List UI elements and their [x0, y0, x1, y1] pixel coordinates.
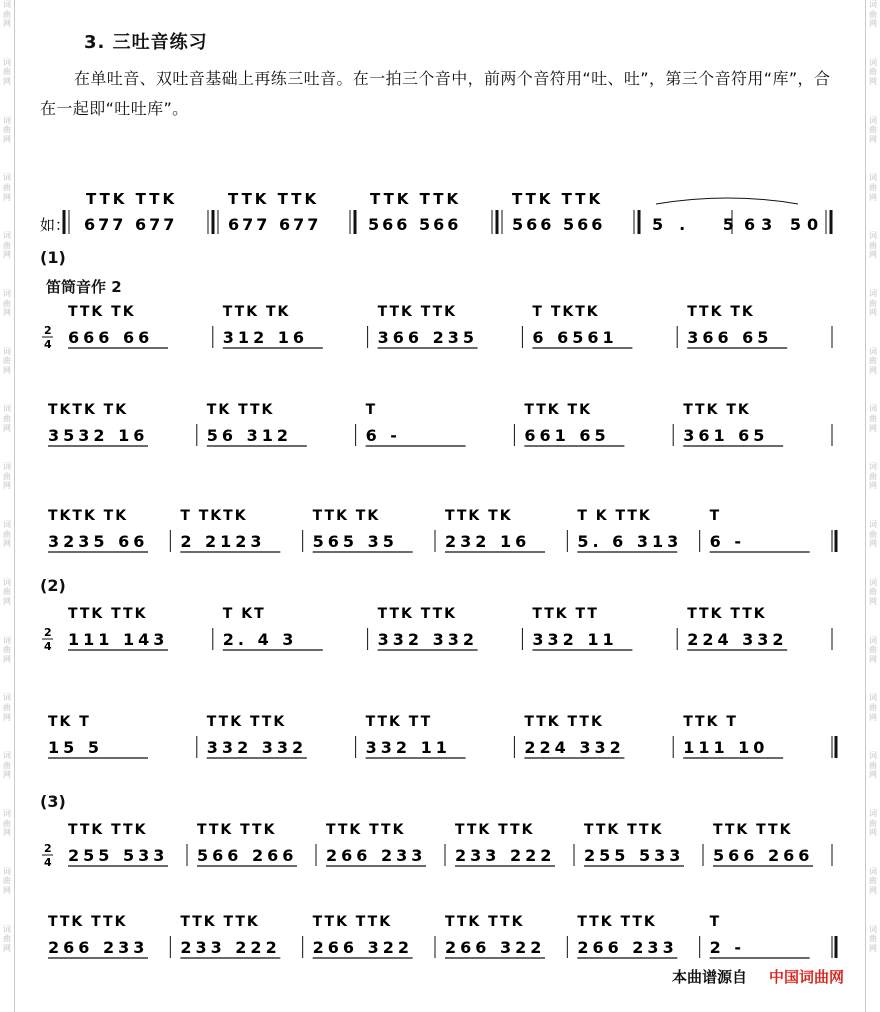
- measure-notes: 566 266: [197, 846, 298, 865]
- tonguing-syllables: TTK TTK: [180, 914, 260, 930]
- measure-notes: 666 66: [68, 328, 154, 347]
- tonguing-syllables: T: [709, 914, 722, 930]
- tonguing-syllables: TTK TTK: [584, 822, 664, 838]
- watermark-glyph: 词: [3, 0, 11, 9]
- credit-prefix: 本曲谱源自: [671, 968, 747, 986]
- watermark-glyph: 曲: [3, 182, 11, 192]
- tonguing-syllables: TK TTK: [206, 402, 275, 418]
- watermark-glyph: 曲: [869, 125, 877, 135]
- tonguing-syllables: TTK TTK: [197, 822, 277, 838]
- watermark-glyph: 网: [3, 192, 11, 202]
- measure-notes: 15 5: [48, 738, 103, 757]
- watermark-glyph: 词: [869, 635, 877, 645]
- watermark-glyph: 网: [3, 134, 11, 144]
- time-signature-denominator: 4: [44, 856, 52, 869]
- tonguing-syllables: TTK TK: [312, 508, 381, 524]
- watermark-glyph: 词: [3, 173, 11, 183]
- measure-notes: 266 233: [577, 938, 678, 957]
- measure-notes: 312 16: [222, 328, 309, 347]
- tonguing-syllables: T TKTK: [180, 508, 248, 524]
- measure-notes: 2 -: [709, 938, 746, 957]
- example-repeat-3: [492, 210, 502, 234]
- watermark-glyph: 词: [869, 751, 877, 761]
- example-tonguing-2: TTK TTK: [228, 190, 320, 208]
- tonguing-syllables: T KT: [222, 606, 266, 622]
- watermark-glyph: 网: [3, 943, 11, 953]
- watermark-glyph: 曲: [869, 645, 877, 655]
- tonguing-syllables: TTK TT: [365, 714, 433, 730]
- watermark-glyph: 网: [869, 481, 877, 491]
- watermark-glyph: 词: [3, 924, 11, 934]
- example-final-barline: [826, 210, 831, 234]
- tonguing-syllables: TTK TK: [445, 508, 513, 524]
- example-notes-4: 566 566: [512, 215, 606, 234]
- measure-notes: 56 312: [206, 426, 293, 445]
- exercise-2-label: (2): [40, 576, 66, 595]
- example-prefix: 如：: [40, 216, 71, 234]
- watermark-glyph: 网: [869, 365, 877, 375]
- watermark-glyph: 网: [869, 885, 877, 895]
- tonguing-syllables: TTK TTK: [687, 606, 767, 622]
- watermark-glyph: 曲: [3, 818, 11, 828]
- watermark-glyph: 网: [869, 770, 877, 780]
- watermark-glyph: 曲: [869, 529, 877, 539]
- tonguing-syllables: TTK TK: [687, 304, 755, 320]
- watermark-glyph: 曲: [869, 818, 877, 828]
- exercise-3-line-1: [0, 814, 880, 880]
- time-signature-denominator: 4: [44, 640, 52, 653]
- watermark-glyph: 网: [3, 19, 11, 29]
- example-repeat-4: [634, 210, 639, 234]
- exercise-1-line-2: [0, 394, 880, 460]
- measure-notes: 366 65: [687, 328, 773, 347]
- measure-notes: 565 35: [312, 532, 398, 551]
- watermark-glyph: 词: [3, 115, 11, 125]
- watermark-glyph: 曲: [3, 934, 11, 944]
- watermark-glyph: 词: [3, 577, 11, 587]
- tonguing-syllables: TKTK TK: [48, 508, 129, 524]
- watermark-glyph: 网: [869, 597, 877, 606]
- time-signature-numerator: 2: [44, 626, 52, 639]
- tonguing-syllables: TK T: [48, 714, 91, 730]
- watermark-glyph: 曲: [869, 9, 877, 19]
- time-signature: [42, 626, 53, 653]
- measure-notes: 255 533: [584, 846, 685, 865]
- watermark-glyph: 曲: [3, 587, 11, 597]
- measure-notes: 332 11: [532, 630, 618, 649]
- watermark-glyph: 曲: [3, 414, 11, 424]
- section-heading: 3. 三吐音练习: [84, 32, 208, 53]
- watermark-glyph: 网: [869, 134, 877, 144]
- tonguing-syllables: TTK TK: [68, 304, 136, 320]
- measure-notes: 266 322: [312, 938, 414, 957]
- watermark-glyph: 词: [3, 57, 11, 67]
- watermark-glyph: 词: [869, 577, 877, 587]
- watermark-glyph: 曲: [3, 702, 11, 712]
- measure-notes: 255 533: [68, 846, 169, 865]
- example-repeat-2: [350, 210, 355, 234]
- measure-notes: 2. 4 3: [222, 630, 298, 649]
- exercise-2-line-2: [0, 706, 880, 772]
- tonguing-syllables: TKTK TK: [48, 402, 129, 418]
- exercise-1-line-1: [0, 296, 880, 362]
- measure-notes: 6 -: [709, 532, 746, 551]
- measure-notes: 224 332: [524, 738, 625, 757]
- watermark-glyph: 词: [3, 404, 11, 414]
- watermark-glyph: 词: [869, 866, 877, 876]
- watermark-glyph: 网: [869, 943, 877, 953]
- watermark-glyph: 词: [3, 751, 11, 761]
- tonguing-syllables: T K TTK: [577, 508, 652, 524]
- tonguing-syllables: TTK TTK: [312, 914, 393, 930]
- watermark-glyph: 网: [3, 885, 11, 895]
- watermark-glyph: 词: [869, 404, 877, 414]
- watermark-glyph: 网: [3, 712, 11, 722]
- watermark-glyph: 曲: [869, 702, 877, 712]
- watermark-glyph: 网: [3, 250, 11, 260]
- watermark-glyph: 词: [3, 808, 11, 818]
- measure-notes: 6 6561: [532, 328, 618, 347]
- watermark-glyph: 网: [3, 539, 11, 549]
- section-intro: 在单吐音、双吐音基础上再练三吐音。在一拍三个音中，前两个音符用“吐、吐”，第三个音符用“库”，合在一起即“吐吐库”。: [40, 69, 831, 118]
- tonguing-syllables: TTK TK: [683, 402, 751, 418]
- example-tonguing-1: TTK TTK: [86, 190, 178, 208]
- measure-notes: 233 222: [455, 846, 556, 865]
- watermark-glyph: 网: [3, 76, 11, 86]
- watermark-glyph: 曲: [3, 471, 11, 481]
- tonguing-syllables: TTK TK: [524, 402, 592, 418]
- watermark-glyph: 网: [3, 828, 11, 838]
- watermark-glyph: 网: [3, 770, 11, 780]
- example-repeat-1: [208, 210, 218, 234]
- tonguing-syllables: T: [365, 402, 378, 418]
- watermark-glyph: 网: [869, 828, 877, 838]
- watermark-glyph: 曲: [3, 356, 11, 366]
- credit-site: 中国词曲网: [768, 968, 844, 986]
- measure-notes: 224 332: [687, 630, 788, 649]
- measure-notes: 6 -: [365, 426, 401, 445]
- measure-notes: 366 235: [377, 328, 478, 347]
- time-signature: [42, 842, 53, 869]
- measure-notes: 566 266: [713, 846, 814, 865]
- measure-notes: 332 332: [377, 630, 478, 649]
- watermark-glyph: 词: [3, 346, 11, 356]
- watermark-glyph: 曲: [869, 876, 877, 886]
- tonguing-syllables: TTK T: [683, 714, 738, 730]
- tonguing-syllables: TTK TTK: [524, 714, 604, 730]
- watermark-glyph: 曲: [869, 298, 877, 308]
- measure-notes: 232 16: [445, 532, 531, 551]
- watermark-glyph: 词: [869, 462, 877, 472]
- watermark-glyph: 词: [869, 231, 877, 241]
- watermark-glyph: 网: [3, 423, 11, 433]
- watermark-glyph: 词: [3, 693, 11, 703]
- watermark-glyph: 网: [869, 654, 877, 664]
- watermark-glyph: 曲: [3, 760, 11, 770]
- watermark-glyph: 词: [869, 924, 877, 934]
- watermark-glyph: 词: [3, 635, 11, 645]
- watermark-glyph: 词: [869, 520, 877, 530]
- watermark-glyph: 曲: [3, 876, 11, 886]
- watermark-glyph: 网: [869, 712, 877, 722]
- example-row: [0, 186, 880, 246]
- tonguing-syllables: TTK TTK: [713, 822, 793, 838]
- measure-notes: 3235 66: [48, 532, 149, 551]
- measure-notes: 332 11: [365, 738, 451, 757]
- watermark-glyph: 词: [869, 808, 877, 818]
- exercise-3-label: (3): [40, 792, 66, 811]
- tonguing-syllables: TTK TTK: [377, 606, 458, 622]
- tonguing-syllables: TTK TTK: [455, 822, 535, 838]
- watermark-glyph: 词: [3, 288, 11, 298]
- example-notes-5: 5. 5: [652, 215, 750, 234]
- exercise-1-subtitle: 笛筒音作 2: [46, 278, 122, 296]
- watermark-glyph: 词: [869, 115, 877, 125]
- watermark-glyph: 曲: [869, 67, 877, 77]
- measure-notes: 266 233: [48, 938, 149, 957]
- measure-notes: 361 65: [683, 426, 769, 445]
- example-notes-2: 677 677: [228, 215, 322, 234]
- watermark-glyph: 曲: [3, 298, 11, 308]
- example-notes-3: 566 566: [368, 215, 462, 234]
- time-signature: [42, 324, 53, 351]
- measure-notes: 3532 16: [48, 426, 149, 445]
- tonguing-syllables: TTK TTK: [206, 714, 287, 730]
- watermark-glyph: 网: [869, 76, 877, 86]
- watermark-glyph: 词: [869, 57, 877, 67]
- watermark-glyph: 词: [869, 173, 877, 183]
- watermark-glyph: 曲: [869, 760, 877, 770]
- time-signature-numerator: 2: [44, 842, 52, 855]
- example-slur: [656, 198, 798, 204]
- watermark-glyph: 词: [3, 520, 11, 530]
- tonguing-syllables: T: [709, 508, 722, 524]
- watermark-glyph: 词: [869, 693, 877, 703]
- watermark-glyph: 网: [869, 423, 877, 433]
- tonguing-syllables: TTK TK: [222, 304, 291, 320]
- exercise-2-line-1: [0, 598, 880, 664]
- tonguing-syllables: TTK TT: [532, 606, 599, 622]
- tonguing-syllables: TTK TTK: [377, 304, 458, 320]
- measure-notes: 5. 6 313: [577, 532, 683, 551]
- example-notes-1: 677 677: [84, 215, 178, 234]
- watermark-glyph: 曲: [3, 529, 11, 539]
- exercise-3-line-2: [0, 906, 880, 972]
- watermark-glyph: 曲: [3, 125, 11, 135]
- watermark-glyph: 词: [3, 866, 11, 876]
- watermark-glyph: 网: [869, 250, 877, 260]
- watermark-glyph: 曲: [3, 240, 11, 250]
- watermark-glyph: 曲: [3, 9, 11, 19]
- watermark-glyph: 曲: [869, 182, 877, 192]
- watermark-glyph: 曲: [869, 240, 877, 250]
- tonguing-syllables: TTK TTK: [445, 914, 525, 930]
- tonguing-syllables: TTK TTK: [68, 822, 148, 838]
- tonguing-syllables: TTK TTK: [48, 914, 128, 930]
- watermark-glyph: 词: [869, 0, 877, 9]
- watermark-glyph: 曲: [869, 587, 877, 597]
- tonguing-syllables: TTK TTK: [68, 606, 148, 622]
- source-credit: [672, 966, 844, 987]
- watermark-glyph: 网: [3, 597, 11, 606]
- watermark-glyph: 网: [869, 192, 877, 202]
- tonguing-syllables: T TKTK: [532, 304, 600, 320]
- watermark-glyph: 网: [3, 481, 11, 491]
- watermark-glyph: 网: [869, 308, 877, 318]
- measure-notes: 2 2123: [180, 532, 266, 551]
- watermark-glyph: 网: [3, 308, 11, 318]
- exercise-1-line-3: [0, 500, 880, 566]
- watermark-glyph: 网: [3, 654, 11, 664]
- time-signature-denominator: 4: [44, 338, 52, 351]
- example-tonguing-4: TTK TTK: [512, 190, 604, 208]
- exercise-1-label: (1): [40, 248, 66, 267]
- measure-notes: 266 233: [326, 846, 427, 865]
- example-notes-6: 63 50: [744, 215, 825, 234]
- watermark-glyph: 词: [3, 462, 11, 472]
- watermark-glyph: 词: [3, 231, 11, 241]
- watermark-glyph: 词: [869, 288, 877, 298]
- watermark-glyph: 词: [869, 346, 877, 356]
- watermark-glyph: 网: [869, 19, 877, 29]
- watermark-glyph: 曲: [869, 356, 877, 366]
- example-tonguing-3: TTK TTK: [370, 190, 462, 208]
- watermark-glyph: 曲: [3, 67, 11, 77]
- watermark-glyph: 网: [869, 539, 877, 549]
- watermark-glyph: 曲: [3, 645, 11, 655]
- measure-notes: 266 322: [445, 938, 546, 957]
- time-signature-numerator: 2: [44, 324, 52, 337]
- watermark-glyph: 网: [3, 365, 11, 375]
- watermark-glyph: 曲: [869, 471, 877, 481]
- measure-notes: 111 10: [683, 738, 769, 757]
- tonguing-syllables: TTK TTK: [577, 914, 657, 930]
- measure-notes: 332 332: [206, 738, 308, 757]
- watermark-glyph: 曲: [869, 414, 877, 424]
- measure-notes: 233 222: [180, 938, 281, 957]
- tonguing-syllables: TTK TTK: [326, 822, 406, 838]
- measure-notes: 111 143: [68, 630, 169, 649]
- watermark-glyph: 曲: [869, 934, 877, 944]
- measure-notes: 661 65: [524, 426, 610, 445]
